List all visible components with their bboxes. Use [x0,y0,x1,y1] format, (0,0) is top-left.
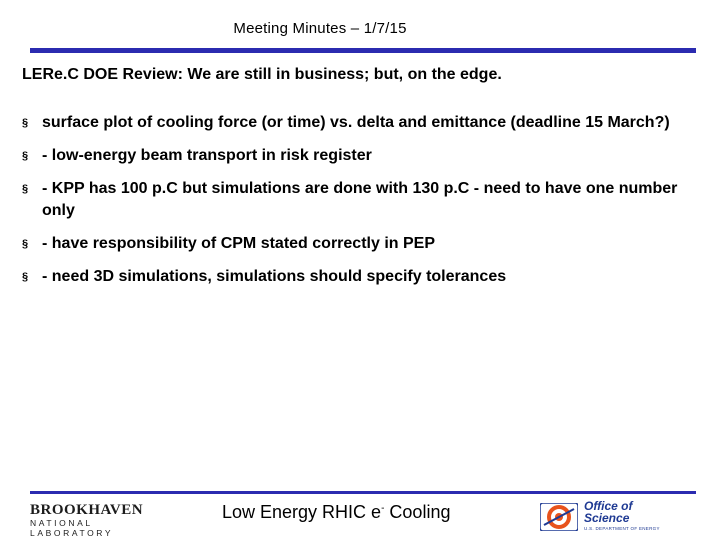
list-item [22,233,702,255]
brookhaven-logo-subtitle: NATIONAL LABORATORY [30,518,114,538]
brookhaven-logo [30,502,166,538]
bullet-text: - have responsibility of CPM stated correctly in PEP [42,235,435,252]
office-of-science-line3: U.S. DEPARTMENT OF ENERGY [584,526,660,531]
bullet-icon: § [22,117,29,129]
brookhaven-logo-name: BROOKHAVEN [30,502,144,518]
bullet-text: surface plot of cooling force (or time) vs. delta and emittance (deadline 15 March?) [42,114,670,131]
bullet-icon: § [22,271,29,283]
footer-title-end: Cooling [384,502,451,522]
list-item [22,266,702,288]
bullet-text: - need 3D simulations, simulations should specify tolerances [42,268,507,285]
office-of-science-line2: Science [584,511,630,525]
page-title: Meeting Minutes – 1/7/15 [233,20,407,37]
slide-subtitle: LERe.C DOE Review: We are still in business; but, on the edge. [22,66,502,83]
footer-divider [30,491,696,494]
header-divider [30,48,696,53]
bullet-icon: § [22,238,29,250]
bullet-text: - KPP has 100 p.C but simulations are done with 130 p.C - need to have one number only [42,180,678,219]
list-item [22,112,702,134]
office-of-science-icon [540,503,578,531]
bullet-list [22,112,702,299]
bullet-icon: § [22,183,29,195]
office-of-science-line1: Office of [584,499,633,513]
list-item [22,178,702,222]
footer-title-main: Low Energy RHIC e [222,502,382,522]
footer-title [222,502,450,523]
office-of-science-logo [540,500,690,536]
list-item [22,145,702,167]
bullet-icon: § [22,150,29,162]
bullet-text: - low-energy beam transport in risk register [42,147,372,164]
footer-title-superscript: - [381,503,385,514]
